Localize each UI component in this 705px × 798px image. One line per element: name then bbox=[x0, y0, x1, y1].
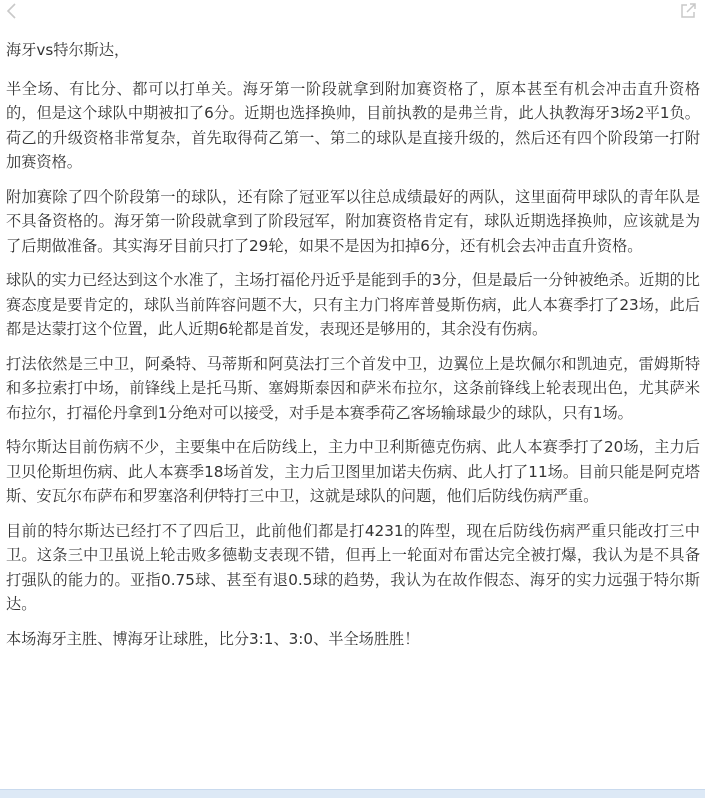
article-paragraph: 附加赛除了四个阶段第一的球队，还有除了冠亚军以往总成绩最好的两队，这里面荷甲球队的青年队是不具备资格的。海牙第一阶段就拿到了阶段冠军，附加赛资格肯定有，球队近期选择换帅，应该就是为了后期做准备。其实海牙目前只打了29轮，如果不是因为扣掉6分，还有机会去冲击直升资格。 bbox=[6, 187, 700, 255]
article-paragraph: 特尔斯达目前伤病不少，主要集中在后防线上，主力中卫利斯德克伤病、此人本赛季打了20场，主力后卫贝伦斯坦伤病、此人本赛季18场首发，主力后卫图里加诺夫伤病、此人打了11场。目前只能是阿克塔斯、安瓦尔布萨布和罗塞洛利伊特打三中卫，这就是球队的问题，他们后防线伤病严重。 bbox=[6, 438, 700, 505]
article-paragraph: 目前的特尔斯达已经打不了四后卫，此前他们都是打4231的阵型，现在后防线伤病严重只能改打三中卫。这条三中卫虽说上轮击败多德勒支表现不错，但再上一轮面对布雷达完全被打爆，我认为是不具备打强队的能力的。亚指0.75球、甚至有退0.5球的趋势，我认为在故作假态、海牙的实力远强于特尔斯达。 bbox=[6, 521, 700, 613]
article-greeting: 海牙vs特尔斯达， bbox=[6, 41, 130, 59]
article-paragraph: 打法依然是三中卫，阿桑特、马蒂斯和阿莫法打三个首发中卫，边翼位上是坎佩尔和凯迪克，雷姆斯特和多拉索打中场，前锋线上是托马斯、塞姆斯泰因和萨米布拉尔，这条前锋线上轮表现出色，尤其萨米布拉尔，打福伦丹拿到1分绝对可以接受，对手是本赛季荷乙客场输球最少的球队，只有1场。 bbox=[6, 354, 700, 422]
article-conclusion: 本场海牙主胜、博海牙让球胜，比分3:1、3:0、半全场胜胜！ bbox=[6, 629, 420, 648]
article-body bbox=[6, 38, 700, 661]
article-paragraph: 球队的实力已经达到这个水准了，主场打福伦丹近乎是能到手的3分，但是最后一分钟被绝杀。近期的比赛态度是要肯定的，球队当前阵容问题不大，只有主力门将库普曼斯伤病，此人本赛季打了23场，此后都是达蒙打这个位置，此人近期6轮都是首发，表现还是够用的，其余没有伤病。 bbox=[6, 271, 700, 338]
chevron-left-icon[interactable] bbox=[4, 2, 20, 20]
top-toolbar bbox=[0, 0, 705, 24]
external-link-icon[interactable] bbox=[679, 2, 697, 20]
article-paragraph: 半全场、有比分、都可以打单关。海牙第一阶段就拿到附加赛资格了，原本甚至有机会冲击直升资格的，但是这个球队中期被扣了6分。近期也选择换帅，目前执教的是弗兰肯，此人执教海牙3场2平1负。荷乙的升级资格非常复杂，首先取得荷乙第一、第二的球队是直接升级的，然后还有四个阶段第一打附加赛资格。 bbox=[6, 79, 700, 171]
